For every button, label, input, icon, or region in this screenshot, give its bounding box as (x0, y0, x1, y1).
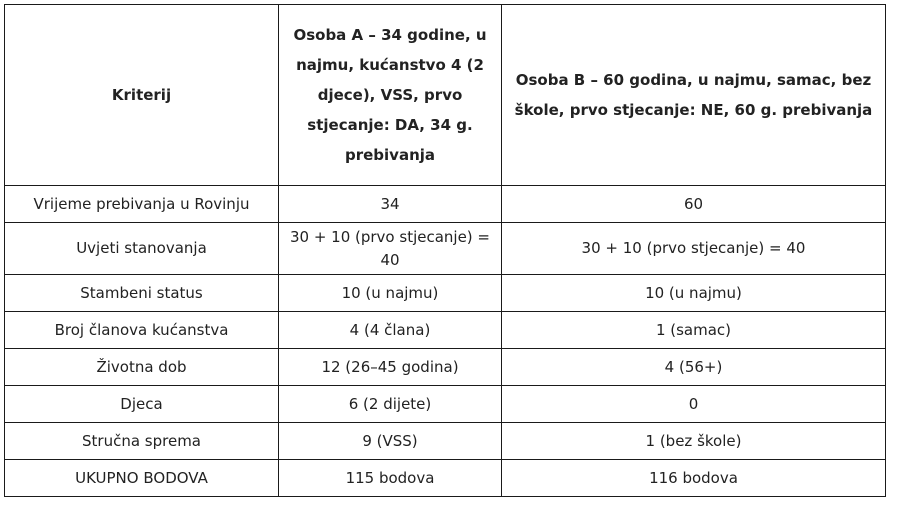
osoba-b-cell: 1 (samac) (502, 312, 886, 349)
osoba-a-cell: 10 (u najmu) (279, 275, 502, 312)
osoba-a-total-cell: 115 bodova (279, 460, 502, 497)
table-row (5, 186, 886, 223)
table-row (5, 275, 886, 312)
criterion-cell: Broj članova kućanstva (5, 312, 279, 349)
header-osoba-b: Osoba B – 60 godina, u najmu, samac, bez škole, prvo stjecanje: NE, 60 g. prebivanja (502, 5, 886, 186)
table-row (5, 386, 886, 423)
osoba-a-cell: 34 (279, 186, 502, 223)
osoba-a-cell: 30 + 10 (prvo stjecanje) = 40 (279, 223, 502, 275)
header-osoba-a: Osoba A – 34 godine, u najmu, kućanstvo 4 (2 djece), VSS, prvo stjecanje: DA, 34 g. prebivanja (279, 5, 502, 186)
header-kriterij: Kriterij (5, 5, 279, 186)
table-row (5, 312, 886, 349)
criterion-cell: Uvjeti stanovanja (5, 223, 279, 275)
criterion-cell: Djeca (5, 386, 279, 423)
osoba-a-cell: 4 (4 člana) (279, 312, 502, 349)
comparison-table (4, 4, 886, 497)
table-row (5, 349, 886, 386)
osoba-a-cell: 9 (VSS) (279, 423, 502, 460)
osoba-b-total-cell: 116 bodova (502, 460, 886, 497)
table-row (5, 223, 886, 275)
criterion-cell: Životna dob (5, 349, 279, 386)
criterion-cell: Stambeni status (5, 275, 279, 312)
criterion-cell: Stručna sprema (5, 423, 279, 460)
header-row (5, 5, 886, 186)
osoba-b-cell: 60 (502, 186, 886, 223)
osoba-b-cell: 0 (502, 386, 886, 423)
osoba-b-cell: 10 (u najmu) (502, 275, 886, 312)
osoba-b-cell: 30 + 10 (prvo stjecanje) = 40 (502, 223, 886, 275)
osoba-a-cell: 12 (26–45 godina) (279, 349, 502, 386)
table-row (5, 423, 886, 460)
osoba-b-cell: 1 (bez škole) (502, 423, 886, 460)
osoba-b-cell: 4 (56+) (502, 349, 886, 386)
criterion-cell: UKUPNO BODOVA (5, 460, 279, 497)
criterion-cell: Vrijeme prebivanja u Rovinju (5, 186, 279, 223)
osoba-a-cell: 6 (2 dijete) (279, 386, 502, 423)
total-row (5, 460, 886, 497)
